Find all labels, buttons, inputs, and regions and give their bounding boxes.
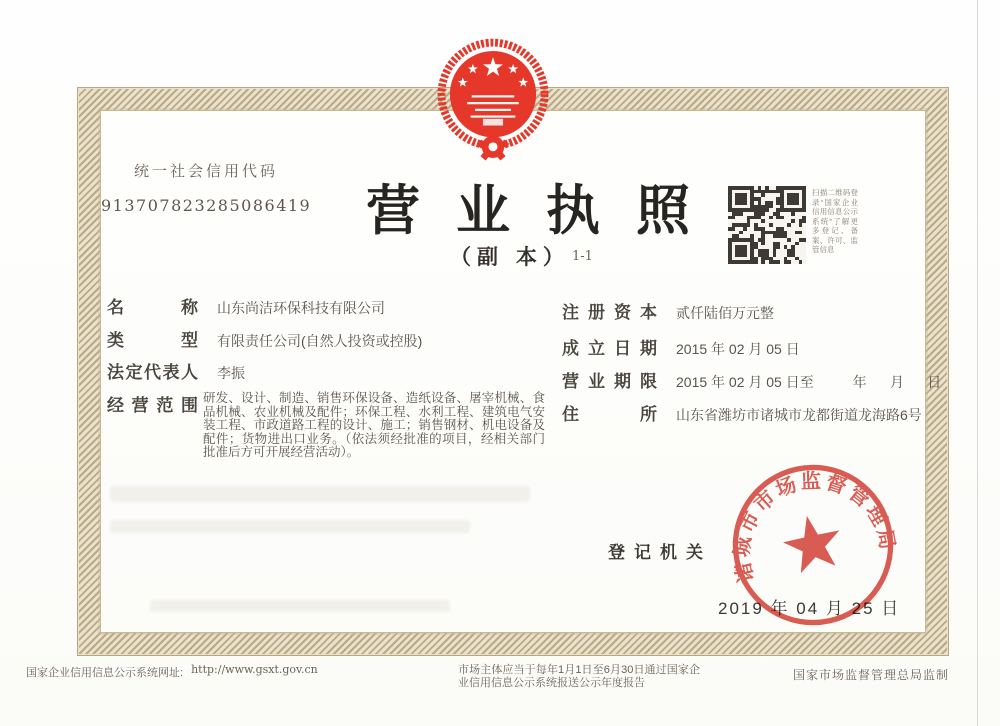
scan-bleed-artifact [150, 600, 450, 612]
footer-gsxt [26, 664, 318, 680]
qr-caption: 扫描二维码登录“国家企业信用信息公示系统”了解更多登记、备案、许可、监管信息 [812, 188, 858, 254]
footer-issuer: 国家市场监督管理总局监制 [793, 668, 950, 682]
field-name-value: 山东尚洁环保科技有限公司 [217, 300, 385, 316]
field-address [562, 400, 922, 425]
field-term [562, 367, 941, 392]
field-capital [562, 298, 774, 323]
field-legal-rep-value: 李振 [217, 365, 245, 381]
scan-bleed-artifact [110, 520, 470, 533]
official-red-seal [712, 444, 914, 646]
field-address-label: 住所 [562, 405, 658, 424]
footer-annual-report-note: 市场主体应当于每年1月1日至6月30日通过国家企业信用信息公示系统报送公示年度报告 [458, 664, 700, 689]
field-established-label: 成立日期 [562, 339, 658, 358]
field-legal-rep [107, 358, 245, 383]
field-name-label: 名称 [107, 298, 199, 317]
credit-code-label: 统一社会信用代码 [134, 163, 279, 180]
field-scope-label: 经营范围 [107, 396, 199, 415]
field-scope-value: 研发、设计、制造、销售环保设备、造纸设备、屠宰机械、食品机械、农业机械及配件；环保工程、水利工程、建筑电气安装工程、市政道路工程的设计、施工；销售钢材、机电设备及配件；货物进出口业务。（依法须经批准的项目，经相关部门批准后方可开展经营活动）。 [203, 391, 545, 459]
qr-code [728, 186, 806, 264]
national-emblem-icon [437, 38, 549, 166]
field-address-value: 山东省潍坊市诸城市龙都街道龙海路6号 [676, 407, 922, 423]
field-type [107, 326, 422, 351]
issue-date: 2019 年 04 月 25 日 [718, 599, 901, 618]
field-capital-label: 注册资本 [562, 303, 658, 322]
field-scope-label-row [107, 391, 199, 416]
field-term-value: 2015 年 02 月 05 日至 年 月 日 [676, 374, 942, 390]
credit-code-value: 913707823285086419 [101, 196, 312, 215]
footer-gsxt-label: 国家企业信用信息公示系统网址: [26, 667, 184, 679]
field-established [562, 334, 800, 359]
field-type-label: 类型 [107, 331, 199, 350]
seal-text: 诸城市市场监督管理局 [731, 470, 899, 585]
field-capital-value: 贰仟陆佰万元整 [676, 305, 774, 321]
field-term-label: 营业期限 [562, 372, 658, 391]
license-subtitle: （副 本） [450, 246, 570, 269]
scan-bleed-artifact [110, 486, 530, 502]
copy-number: 1-1 [572, 249, 593, 264]
field-legal-rep-label: 法定代表人 [107, 363, 199, 382]
registration-authority-label: 登记机关 [608, 543, 712, 562]
field-established-value: 2015 年 02 月 05 日 [676, 341, 800, 357]
license-title: 营业执照 [366, 181, 726, 241]
scan-edge-line [977, 0, 978, 726]
footer-gsxt-url: http://www.gsxt.gov.cn [191, 663, 318, 676]
field-type-value: 有限责任公司(自然人投资或控股) [217, 333, 423, 349]
field-name [107, 293, 385, 318]
